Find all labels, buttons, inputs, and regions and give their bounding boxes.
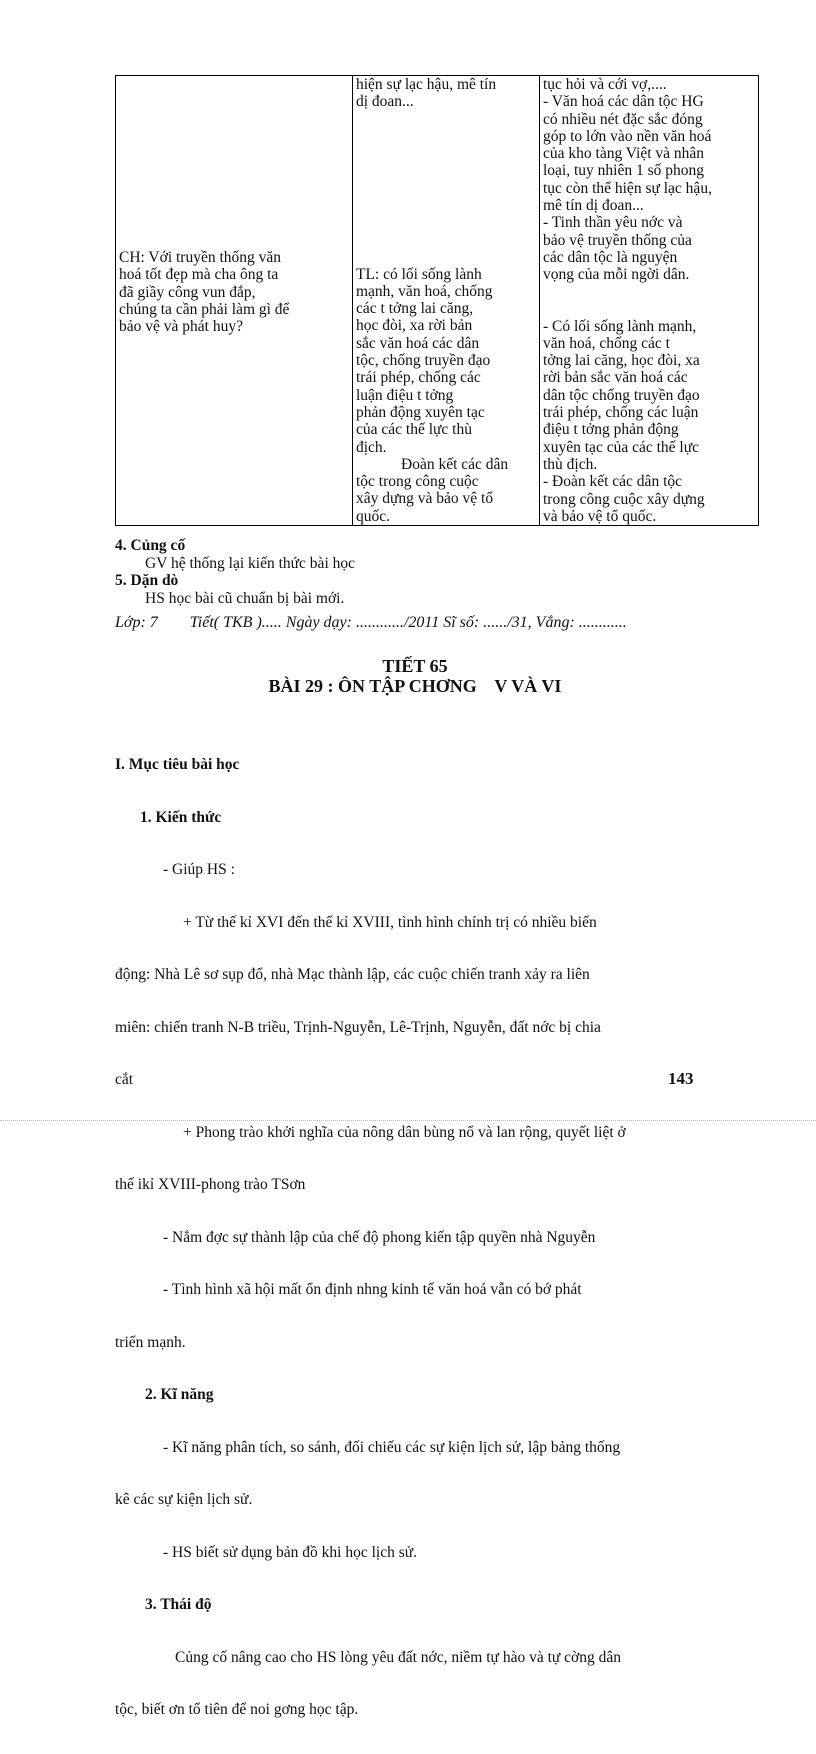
question-line: CH: Với truyền thống văn [119, 249, 282, 266]
question-line: chúng ta cần phải làm gì để [119, 300, 290, 318]
summary-line: góp to lớn vào nền văn hoá [543, 127, 712, 145]
class-info-line: Lớp: 7 Tiết( TKB )..... Ngày dạy: ............/2011 Sĩ số: ....../31, Vắng: ............ [115, 614, 627, 631]
knowledge-line: - Nắm đợc sự thành lập của chế độ phong kiến tập quyền nhà Nguyễn [163, 1228, 596, 1246]
summary-line: loại, tuy nhiên 1 số phong [543, 162, 705, 180]
question-line: đã giầy công vun đắp, [119, 283, 256, 301]
skills-line: kê các sự kiện lịch sử. [115, 1491, 253, 1508]
skills-heading: 2. Kĩ năng [145, 1386, 214, 1403]
summary-line: tục hỏi và cới vợ,.... [543, 76, 667, 93]
summary-line: rời bản sắc văn hoá các [543, 369, 688, 387]
answer-cell [353, 76, 540, 526]
summary-line: của kho tàng Việt và nhân [543, 145, 705, 163]
knowledge-line: - Tình hình xã hội mất ổn định nhng kinh tế văn hoá vẫn có bớ phát [163, 1281, 582, 1298]
section-heading: 5. Dặn dò [115, 572, 179, 589]
knowledge-line: triển mạnh. [115, 1333, 186, 1351]
summary-line: - Văn hoá các dân tộc HG [543, 93, 704, 111]
answer-line: quốc. [356, 507, 391, 525]
lesson-title-line2: BÀI 29 : ÔN TẬP CHƠNG V VÀ VI [268, 676, 562, 696]
summary-line: tục còn thể hiện sự lạc hậu, [543, 179, 712, 197]
lesson-title-line1: TIẾT 65 [382, 656, 448, 676]
question-cell [116, 76, 353, 526]
knowledge-line: - Giúp HS : [163, 861, 235, 878]
summary-line: văn hoá, chống các t [543, 334, 670, 352]
summary-cell [540, 76, 759, 526]
page-number: 143 [668, 1069, 694, 1088]
answer-line: xây dựng và bảo vệ tổ [356, 490, 494, 508]
section-heading: 4. Củng cố [115, 537, 186, 554]
answer-line: sắc văn hoá các dân [356, 334, 480, 352]
question-line: bảo vệ và phát huy? [119, 318, 243, 336]
attitude-heading: 3. Thái độ [145, 1596, 212, 1613]
skills-line: - HS biết sử dụng bản đồ khi học lịch sử. [163, 1543, 418, 1561]
answer-line: mạnh, văn hoá, chống [356, 282, 493, 300]
knowledge-line: thế ikỉ XVIII-phong trào TSơn [115, 1176, 306, 1193]
answer-line: luận điệu t tởng [356, 386, 454, 404]
summary-line: và bảo vệ tổ quốc. [543, 507, 657, 525]
summary-line: - Đoàn kết các dân tộc [543, 473, 683, 491]
summary-line: vọng của mỗi ngời dân. [543, 266, 690, 284]
answer-line: phản động xuyên tạc [356, 403, 485, 421]
answer-line: TL: có lối sống lành [356, 265, 482, 283]
cung-co-section [115, 537, 755, 607]
summary-line: xuyên tạc của các thế lực [543, 438, 699, 456]
table-row [116, 76, 759, 526]
answer-line: hiện sự lạc hậu, mê tín [356, 76, 497, 93]
summary-line: trái phép, chống các luận [543, 404, 699, 422]
summary-line: - Có lối sống lành mạnh, [543, 317, 697, 335]
summary-line: tởng lai căng, học đòi, xa [543, 352, 700, 370]
summary-line: điệu t tởng phản động [543, 421, 679, 439]
answer-line: học đòi, xa rời bản [356, 317, 473, 335]
summary-line: có nhiều nét đặc sắc đóng [543, 110, 703, 128]
answer-line: tộc, chống truyền đạo [356, 352, 491, 370]
attitude-line: Củng cố nâng cao cho HS lòng yêu đất nớc, niềm tự hào và tự cờng dân [175, 1648, 621, 1666]
objectives-heading: I. Mục tiêu bài học [115, 756, 240, 773]
answer-line: của các thế lực thù [356, 421, 472, 439]
summary-line: trong công cuộc xây dựng [543, 490, 705, 508]
summary-line: các dân tộc là nguyện [543, 248, 678, 266]
answer-line: địch. [356, 438, 387, 456]
attitude-line: tộc, biết ơn tổ tiên để noi gơng học tập. [115, 1701, 359, 1718]
section-text: HS học bài cũ chuẩn bị bài mới. [145, 589, 345, 607]
knowledge-line: động: Nhà Lê sơ sụp đổ, nhà Mạc thành lập, các cuộc chiến tranh xảy ra liên [115, 966, 590, 983]
summary-line: mê tín dị đoan... [543, 197, 644, 215]
answer-line: dị đoan... [356, 93, 414, 111]
answer-line: Đoàn kết các dân [401, 455, 509, 473]
answer-line: trái phép, chống các [356, 369, 481, 387]
knowledge-line: cắt [115, 1071, 134, 1088]
footer-divider [0, 1120, 816, 1121]
question-line: hoá tốt đẹp mà cha ông ta [119, 266, 279, 284]
summary-line: dân tộc chống truyền đạo [543, 386, 700, 404]
knowledge-line: + Từ thế kỉ XVI đến thế kỉ XVIII, tình hình chính trị có nhiều biến [183, 913, 597, 931]
section-text: GV hệ thống lại kiến thức bài học [145, 554, 355, 572]
objectives-section [115, 721, 755, 1754]
answer-line: tộc trong công cuộc [356, 473, 479, 491]
knowledge-heading: 1. Kiến thức [140, 808, 222, 826]
summary-line: bảo vệ truyền thống của [543, 231, 692, 249]
answer-line: các t tởng lai căng, [356, 300, 474, 318]
skills-line: - Kĩ năng phân tích, so sánh, đối chiếu các sự kiện lịch sử, lập bảng thống [163, 1438, 621, 1456]
summary-line: thù địch. [543, 455, 598, 473]
knowledge-line: + Phong trào khởi nghĩa của nông dân bùng nổ và lan rộng, quyết liệt ở [183, 1123, 626, 1141]
knowledge-line: miên: chiến tranh N-B triều, Trịnh-Nguyễn, Lê-Trịnh, Nguyễn, đất nớc bị chia [115, 1018, 601, 1036]
lesson-table [115, 75, 759, 526]
summary-line: - Tinh thần yêu nớc và [543, 214, 683, 232]
